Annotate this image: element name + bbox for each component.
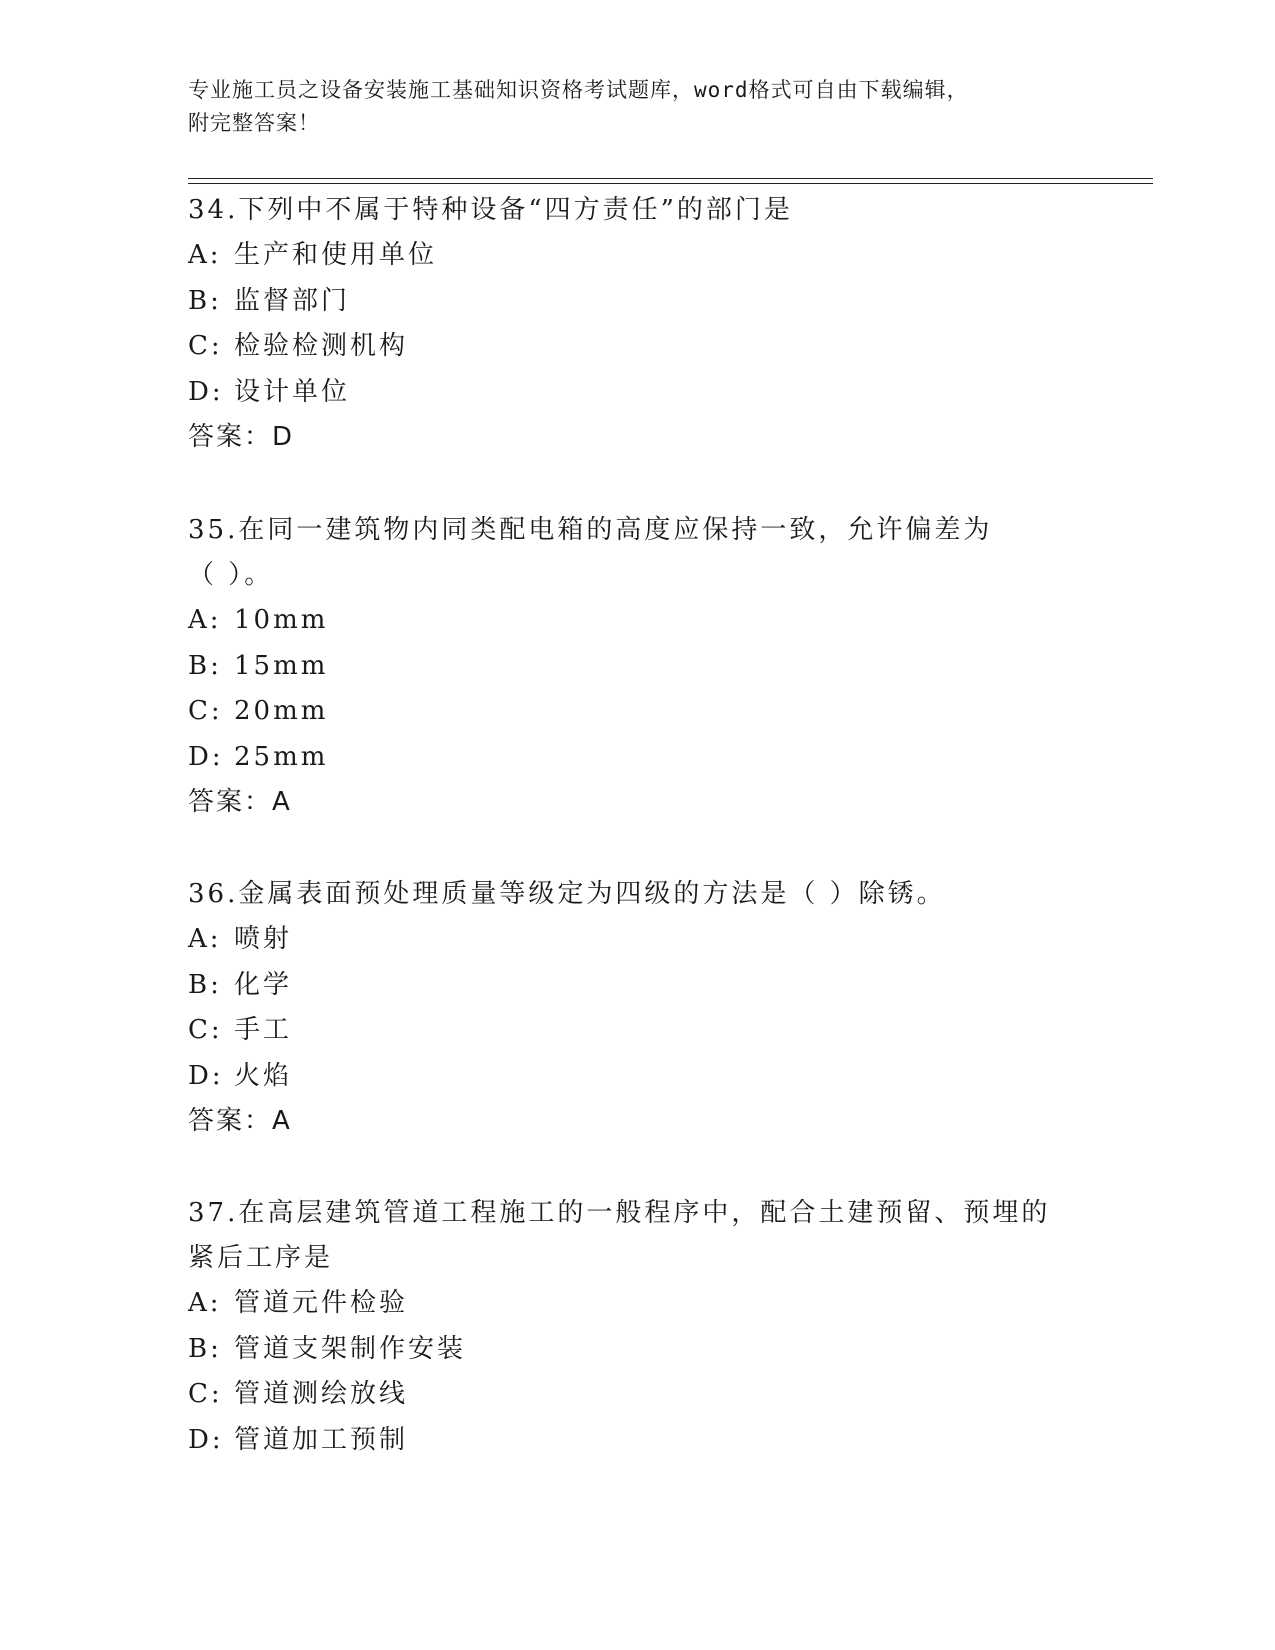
question-stem: 35.在同一建筑物内同类配电箱的高度应保持一致，允许偏差为（ ）。 bbox=[188, 515, 993, 590]
option-letter: C: bbox=[188, 1379, 223, 1409]
question-stem: 34.下列中不属于特种设备“四方责任”的部门是 bbox=[188, 195, 793, 225]
option-letter: D: bbox=[188, 1424, 224, 1455]
answer-key: 答案：A bbox=[188, 1106, 292, 1136]
option-letter: C: bbox=[188, 1015, 223, 1045]
option-text: 15mm bbox=[234, 650, 329, 681]
option-c bbox=[188, 1372, 1088, 1418]
option-a bbox=[188, 598, 1088, 644]
option-text: 生产和使用单位 bbox=[234, 240, 438, 270]
option-letter: A: bbox=[188, 924, 222, 954]
option-text: 火焰 bbox=[234, 1060, 293, 1091]
option-letter: B: bbox=[188, 650, 222, 681]
option-letter: C: bbox=[188, 331, 223, 361]
option-text: 化学 bbox=[234, 969, 293, 1000]
option-letter: B: bbox=[188, 285, 222, 316]
option-b bbox=[188, 963, 1088, 1009]
option-text: 管道支架制作安装 bbox=[234, 1333, 467, 1364]
option-d bbox=[188, 735, 1088, 781]
option-text: 手工 bbox=[234, 1015, 293, 1045]
header-divider-top bbox=[188, 178, 1153, 179]
option-c bbox=[188, 324, 1088, 370]
option-b bbox=[188, 1327, 1088, 1373]
option-letter: D: bbox=[188, 741, 224, 772]
option-text: 20mm bbox=[234, 696, 329, 726]
option-letter: B: bbox=[188, 969, 222, 1000]
option-letter: D: bbox=[188, 376, 224, 407]
option-c bbox=[188, 1008, 1088, 1054]
header-line-1: 专业施工员之设备安装施工基础知识资格考试题库，word格式可自由下载编辑， bbox=[188, 78, 969, 102]
option-text: 喷射 bbox=[234, 924, 293, 954]
option-d bbox=[188, 1054, 1088, 1100]
option-text: 设计单位 bbox=[234, 376, 351, 407]
question-34 bbox=[188, 188, 1088, 460]
option-text: 检验检测机构 bbox=[234, 331, 409, 361]
option-letter: B: bbox=[188, 1333, 222, 1364]
question-35 bbox=[188, 508, 1088, 825]
option-letter: A: bbox=[188, 1288, 222, 1318]
option-text: 管道元件检验 bbox=[234, 1288, 409, 1318]
answer-key: 答案：D bbox=[188, 422, 295, 452]
option-c bbox=[188, 689, 1088, 735]
option-letter: A: bbox=[188, 605, 222, 635]
option-letter: A: bbox=[188, 240, 222, 270]
option-text: 25mm bbox=[234, 741, 329, 772]
option-letter: C: bbox=[188, 696, 223, 726]
option-text: 10mm bbox=[234, 605, 329, 635]
option-text: 管道加工预制 bbox=[234, 1424, 409, 1455]
option-a bbox=[188, 917, 1088, 963]
question-stem: 37.在高层建筑管道工程施工的一般程序中，配合土建预留、预埋的紧后工序是 bbox=[188, 1198, 1051, 1273]
option-a bbox=[188, 1281, 1088, 1327]
document-header bbox=[188, 74, 1088, 140]
option-text: 监督部门 bbox=[234, 285, 351, 316]
answer-key: 答案：A bbox=[188, 787, 292, 817]
option-d bbox=[188, 370, 1088, 416]
header-line-2: 附完整答案！ bbox=[188, 111, 320, 135]
question-36 bbox=[188, 872, 1088, 1144]
option-d bbox=[188, 1418, 1088, 1464]
option-letter: D: bbox=[188, 1060, 224, 1091]
question-stem: 36.金属表面预处理质量等级定为四级的方法是（ ）除锈。 bbox=[188, 879, 946, 909]
option-b bbox=[188, 279, 1088, 325]
header-divider-bottom bbox=[188, 183, 1153, 184]
question-37 bbox=[188, 1191, 1088, 1463]
option-a bbox=[188, 233, 1088, 279]
option-text: 管道测绘放线 bbox=[234, 1379, 409, 1409]
option-b bbox=[188, 644, 1088, 690]
